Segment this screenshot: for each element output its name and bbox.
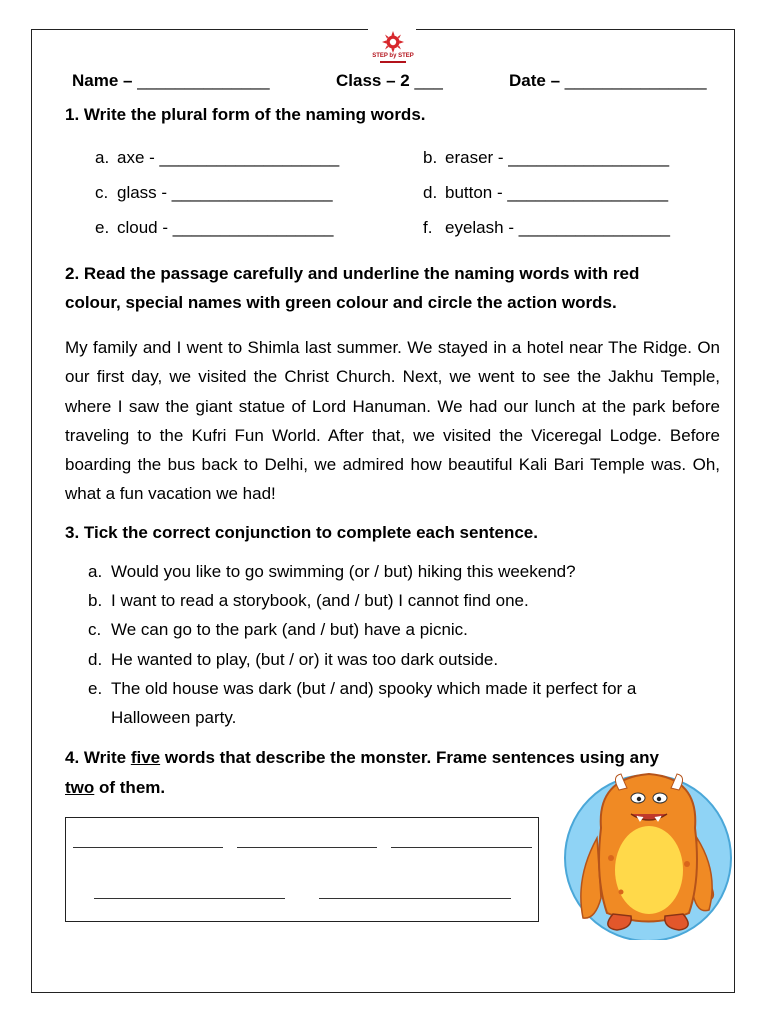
answer-box: [65, 817, 539, 922]
q4-two: two: [65, 778, 95, 797]
monster-icon: [561, 768, 737, 940]
q4-part1: 4. Write: [65, 748, 131, 767]
item-text[interactable]: Would you like to go swimming (or / but) hiking this weekend?: [111, 562, 576, 581]
item-text[interactable]: eyelash - ________________: [445, 218, 670, 237]
q3-item-c[interactable]: [88, 615, 688, 644]
item-text[interactable]: I want to read a storybook, (and / but) I cannot find one.: [111, 591, 529, 610]
answer-line[interactable]: [73, 847, 223, 848]
item-letter: a.: [88, 562, 103, 581]
item-letter: b.: [423, 148, 438, 167]
q4-part3: of them.: [94, 778, 166, 797]
q4-title-line2: [65, 778, 165, 798]
answer-line[interactable]: [94, 898, 285, 899]
item-text[interactable]: We can go to the park (and / but) have a picnic.: [111, 620, 468, 639]
q1-item-c[interactable]: [95, 183, 333, 203]
item-text[interactable]: The old house was dark (but / and) spooky which made it perfect for a Halloween party.: [111, 679, 637, 728]
item-letter: f.: [423, 218, 433, 237]
q1-item-d[interactable]: [423, 183, 668, 203]
q3-item-b[interactable]: [88, 586, 688, 615]
item-letter: e.: [88, 679, 103, 698]
q1-item-f[interactable]: [423, 218, 670, 238]
item-letter: b.: [88, 591, 103, 610]
name-label: Name –: [72, 71, 133, 90]
answer-line[interactable]: [391, 847, 532, 848]
q1-title: 1. Write the plural form of the naming words.: [65, 105, 426, 124]
reading-passage[interactable]: My family and I went to Shimla last summer. We stayed in a hotel near The Ridge. On our first day, we visited the Christ Church. Next, we went to see the Jakhu Temple, where I saw the giant statue of Lord Hanuman. We had our lunch at the park before traveling to the Kufri Fun World. After that, we visited the Viceregal Lodge. Before boarding the bus back to Delhi, we admired how beautiful Kali Bari Temple was. Oh, what a fun vacation we had!: [65, 338, 720, 504]
item-text[interactable]: glass - _________________: [117, 183, 333, 202]
step-by-step-logo: [372, 31, 414, 65]
item-letter: c.: [88, 620, 102, 639]
q4-five: five: [130, 748, 161, 767]
q2-title-line2: colour, special names with green colour and circle the action words.: [65, 293, 617, 312]
q3-item-a[interactable]: [88, 557, 688, 586]
item-text[interactable]: He wanted to play, (but / or) it was too dark outside.: [111, 650, 499, 669]
date-label: Date –: [509, 71, 561, 90]
date-field[interactable]: [509, 71, 707, 91]
logo-underline: [380, 61, 406, 63]
q1-item-b[interactable]: [423, 148, 669, 168]
q4-title-line1: [65, 748, 659, 768]
item-letter: c.: [95, 183, 109, 202]
item-text[interactable]: button - _________________: [445, 183, 669, 202]
name-blank[interactable]: ______________: [137, 71, 270, 90]
q4-part2: words that describe the monster. Frame sentences using any: [160, 748, 659, 767]
class-blank[interactable]: ___: [414, 71, 443, 90]
q2-title-line1: 2. Read the passage carefully and underline the naming words with red: [65, 264, 640, 283]
answer-line[interactable]: [237, 847, 377, 848]
answer-line[interactable]: [319, 898, 511, 899]
item-text[interactable]: axe - ___________________: [117, 148, 340, 167]
logo-text: STEP by STEP: [372, 53, 414, 59]
q3-item-d[interactable]: [88, 645, 688, 674]
class-label: Class – 2: [336, 71, 410, 90]
item-letter: d.: [423, 183, 438, 202]
item-text[interactable]: eraser - _________________: [445, 148, 670, 167]
q1-item-e[interactable]: [95, 218, 333, 238]
item-letter: e.: [95, 218, 110, 237]
monster-illustration: [561, 768, 737, 940]
class-field[interactable]: [336, 71, 443, 91]
item-letter: d.: [88, 650, 103, 669]
q3-title: 3. Tick the correct conjunction to complete each sentence.: [65, 523, 538, 542]
date-blank[interactable]: _______________: [564, 71, 707, 90]
sun-logo-icon: [381, 31, 405, 53]
q1-item-a[interactable]: [95, 148, 339, 168]
item-text[interactable]: cloud - _________________: [117, 218, 334, 237]
q3-item-e[interactable]: [88, 674, 678, 733]
item-letter: a.: [95, 148, 110, 167]
name-field[interactable]: [72, 71, 270, 91]
